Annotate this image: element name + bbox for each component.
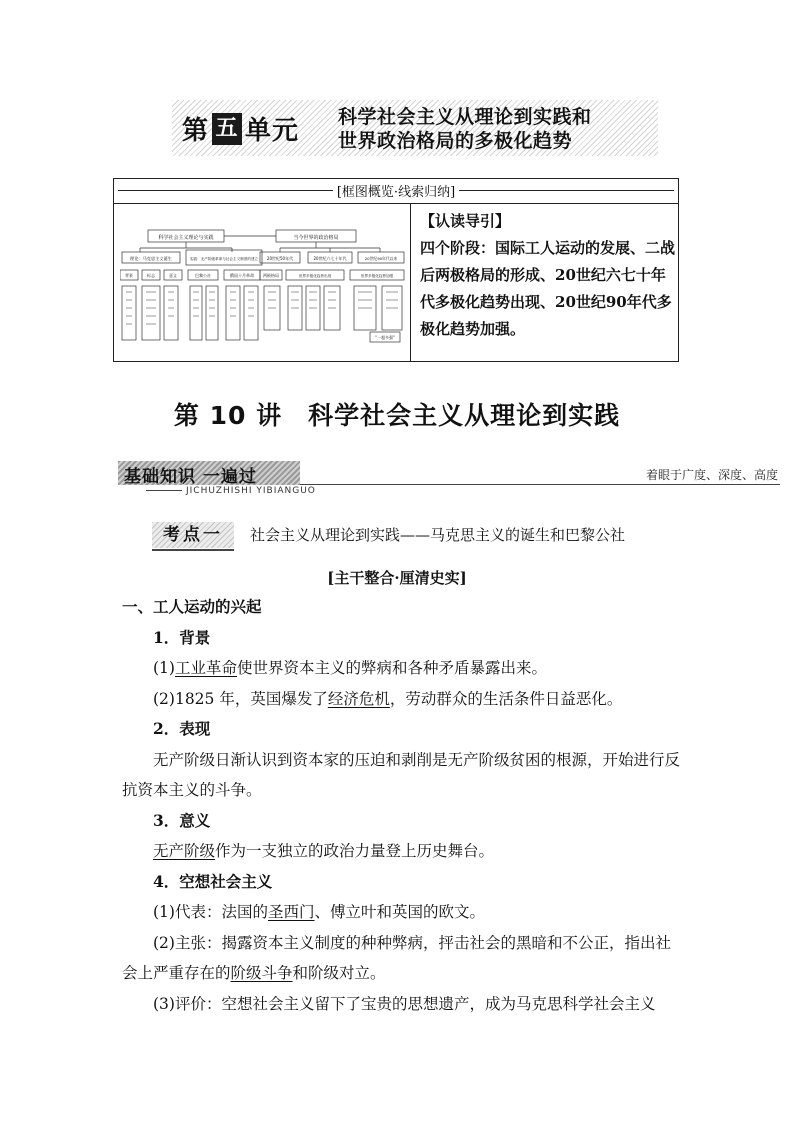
topic-text: 社会主义从理论到实践——马克思主义的诞生和巴黎公社: [250, 526, 626, 544]
heading-1-3: 3．意义: [153, 810, 211, 830]
paragraph-1: (1)工业革命使世界资本主义的弊病和各种矛盾暴露出来。: [153, 659, 547, 677]
diagram-left-mid2: 实践：无产阶级革命与社会主义制度的建立: [189, 257, 259, 261]
body-text: [122, 592, 682, 1019]
topic-badge: 考点一: [152, 522, 234, 548]
unit-title-line2: 世界政治格局的多极化趋势: [338, 130, 573, 152]
header-rule-right: [459, 190, 674, 191]
unit-prefix: 第: [182, 116, 210, 146]
framework-header-label: [框图概览·线索归纳]: [336, 185, 456, 200]
diagram-right-sub-0: 两极格局: [263, 273, 279, 278]
diagram-left-sub-0: 背景: [125, 273, 133, 278]
reading-guide-body: 四个阶段：国际工人运动的发展、二战后两极格局的形成、20世纪六七十年代多极化趋势出现、20世纪90年代多极化趋势加强。: [420, 239, 676, 338]
diagram-left-root: 科学社会主义理论与实践: [158, 235, 214, 241]
diagram-right-mid3: 20世纪90年代以来: [364, 256, 398, 261]
lecture-title: 第 10 讲 科学社会主义从理论到实践: [173, 401, 621, 430]
diagram-left-sub-2: 意义: [169, 273, 177, 278]
diagram-right-mid2: 20世纪六七十年代: [313, 256, 347, 261]
section-bar-tail-rule: [146, 490, 182, 491]
term-economic-crisis: 经济危机: [327, 689, 390, 708]
section-bar-note: 着眼于广度、深度、高度: [646, 468, 779, 482]
diagram-left-sub-4: 俄国十月革命: [230, 273, 254, 278]
paragraph-5: (1)代表：法国的圣西门、傅立叶和英国的欧文。: [153, 903, 485, 921]
paragraph-6: (2)主张：揭露资本主义制度的种种弊病，抨击社会的黑暗和不公正，指出社会上严重存在的阶级斗争和阶级对立。: [122, 933, 671, 982]
header-rule-left: [118, 190, 333, 191]
term-proletariat: 无产阶级: [153, 842, 216, 860]
diagram-right-root: 当今世界的政治格局: [293, 235, 339, 241]
paragraph-4: 无产阶级作为一支独立的政治力量登上历史舞台。: [153, 842, 495, 860]
heading-1-1: 1．背景: [153, 627, 211, 647]
term-industrial-revolution: 工业革命: [174, 659, 237, 677]
diagram-right-sub-2: 世界多极化趋势加强: [360, 274, 394, 278]
reading-guide: [420, 208, 676, 343]
diagram-note: "一超多强": [375, 335, 395, 340]
section-bar-pinyin: JICHUZHISHI YIBIANGUO: [186, 486, 316, 496]
unit-title: [338, 105, 592, 153]
diagram-left-sub-1: 标志: [147, 273, 155, 278]
term-class-struggle: 阶级斗争: [230, 964, 293, 982]
framework-header: [114, 178, 678, 204]
section-bar-rule: [300, 484, 780, 485]
term-saint-simon: 圣西门: [267, 903, 315, 921]
heading-1-2: 2．表现: [153, 719, 211, 738]
framework-divider: [410, 204, 411, 362]
heading-1: 一、工人运动的兴起: [122, 597, 262, 616]
heading-1-4: 4．空想社会主义: [153, 871, 273, 891]
unit-number: 五: [212, 113, 242, 145]
diagram-right-mid1: 20世纪50年代: [266, 256, 294, 261]
diagram-right-sub-1: 世界多极化趋势出现: [298, 274, 332, 278]
diagram-left-sub-3: 巴黎公社: [195, 273, 211, 278]
paragraph-3: 无产阶级日渐认识到资本家的压迫和剥削是无产阶级贫困的根源，开始进行反抗资本主义的斗争。: [122, 750, 681, 799]
subhead: [主干整合·厘清史实]: [327, 569, 467, 587]
section-bar-label: 基础知识 一遍过: [124, 467, 257, 487]
diagram-left-mid1: 理论：马克思主义诞生: [130, 256, 172, 261]
unit-label: [182, 110, 299, 147]
paragraph-7: (3)评价：空想社会主义留下了宝贵的思想遗产，成为马克思科学社会主义: [153, 994, 656, 1013]
unit-title-line1: 科学社会主义从理论到实践和: [338, 106, 592, 128]
reading-guide-title: 【认读导引】: [420, 212, 511, 230]
framework-diagram: [120, 224, 406, 358]
paragraph-2: (2)1825 年，英国爆发了经济危机，劳动群众的生活条件日益恶化。: [153, 689, 623, 708]
unit-suffix: 单元: [245, 116, 300, 146]
